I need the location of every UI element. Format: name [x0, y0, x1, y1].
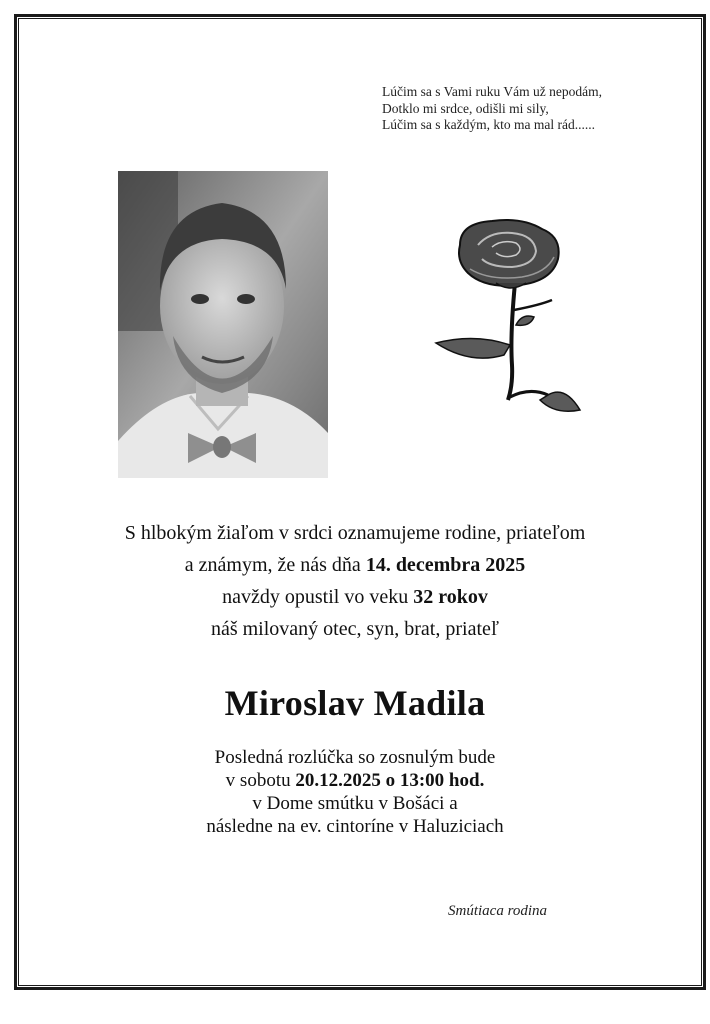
farewell-line: následne na ev. cintoríne v Haluziciach — [206, 816, 504, 837]
funeral-details — [40, 746, 670, 838]
portrait-photo — [118, 171, 328, 478]
date-of-death: 14. decembra 2025 — [365, 554, 526, 576]
verse-line: Lúčim sa s každým, kto ma mal rád...... — [382, 117, 595, 132]
deceased-name: Miroslav Madila — [224, 683, 486, 723]
inner-border-frame — [18, 18, 702, 986]
announcement-text: a známym, že nás dňa — [184, 554, 366, 576]
announcement-line: S hlbokým žiaľom v srdci oznamujeme rodine, priateľom — [124, 522, 586, 544]
announcement-line: náš milovaný otec, syn, brat, priateľ — [210, 618, 500, 640]
verse-line: Lúčim sa s Vami ruku Vám už nepodám, — [382, 84, 602, 99]
family-signature: Smútiaca rodina — [448, 903, 548, 919]
announcement-text: navždy opustil vo veku — [222, 586, 414, 608]
death-announcement — [40, 517, 670, 645]
rose-illustration — [430, 215, 590, 425]
memorial-verse — [382, 84, 602, 134]
farewell-line — [40, 769, 670, 792]
announcement-line — [40, 549, 670, 581]
funeral-datetime: 20.12.2025 o 13:00 hod. — [295, 770, 485, 791]
farewell-line: Posledná rozlúčka so zosnulým bude — [214, 747, 496, 768]
announcement-line — [40, 581, 670, 613]
verse-line: Dotklo mi srdce, odišli mi sily, — [382, 100, 549, 116]
age-at-death: 32 rokov — [413, 586, 488, 608]
farewell-line: v Dome smútku v Bošáci a — [252, 793, 458, 814]
farewell-text: v sobotu — [225, 770, 296, 791]
